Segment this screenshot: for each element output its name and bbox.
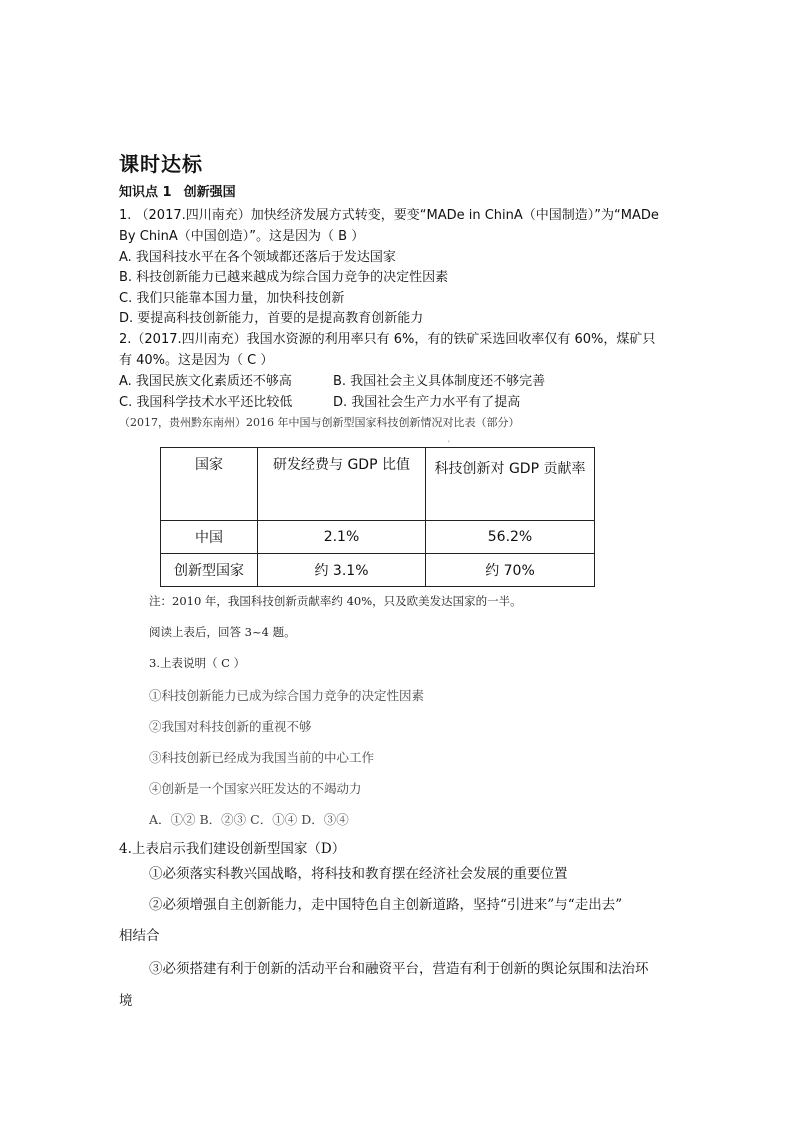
table-cell: 创新型国家 [161, 554, 258, 587]
q3-item: ②我国对科技创新的重视不够 [149, 719, 312, 734]
q1-option-d: D. 要提高科技创新能力，首要的是提高教育创新能力 [119, 311, 424, 326]
q2-option-d: D. 我国社会生产力水平有了提高 [333, 395, 521, 410]
q1-stem-line1: 1. （2017.四川南充）加快经济发展方式转变，要变“MADe in ChinA（中国制造）”为“MADe [119, 208, 659, 223]
q3-item: ①科技创新能力已成为综合国力竞争的决定性因素 [149, 688, 425, 703]
table-source-caption: （2017，贵州黔东南州）2016 年中国与创新型国家科技创新情况对比表（部分） [119, 416, 520, 429]
table-cell: 中国 [161, 521, 258, 554]
q4-item: ②必须增强自主创新能力，走中国特色自主创新道路，坚持“引进来”与“走出去” [149, 897, 623, 913]
q2-stem-line1: 2.（2017.四川南充）我国水资源的利用率只有 6%，有的铁矿采选回收率仅有 60%，煤矿只 [119, 332, 656, 347]
stray-mark: ' [448, 440, 450, 447]
q1-option-b: B. 科技创新能力已越来越成为综合国力竞争的决定性因素 [119, 270, 449, 285]
table-header-cell: 科技创新对 GDP 贡献率 [426, 448, 595, 521]
knowledge-point-topic: 创新强国 [183, 185, 236, 200]
page-title: 课时达标 [119, 152, 203, 176]
q4-item-continuation: 境 [119, 993, 133, 1009]
q2-option-b: B. 我国社会主义具体制度还不够完善 [333, 374, 546, 389]
reading-instruction: 阅读上表后，回答 3~4 题。 [149, 625, 296, 639]
table-header-cell: 研发经费与 GDP 比值 [258, 448, 426, 521]
knowledge-point-heading [119, 181, 236, 200]
table-cell: 约 70% [426, 554, 595, 587]
table-header-cell: 国家 [161, 448, 258, 521]
q3-item: ③科技创新已经成为我国当前的中心工作 [149, 750, 375, 765]
table-header-row [161, 448, 595, 521]
table-note: 注：2010 年，我国科技创新贡献率约 40%，只及欧美发达国家的一半。 [149, 594, 522, 608]
q2-option-c: C. 我国科学技术水平还比较低 [119, 395, 293, 410]
q3-choices: A．①② B．②③ C．①④ D．③④ [149, 812, 349, 827]
q4-stem: 4.上表启示我们建设创新型国家（D） [119, 841, 346, 857]
table-cell: 2.1% [258, 521, 426, 554]
table-row [161, 521, 595, 554]
q2-option-a: A. 我国民族文化素质还不够高 [119, 374, 292, 389]
q2-stem-line2: 有 40%。这是因为（ C ） [119, 353, 274, 368]
q4-item: ①必须落实科教兴国战略，将科技和教育摆在经济社会发展的重要位置 [149, 866, 568, 882]
table-row [161, 554, 595, 587]
q4-item-continuation: 相结合 [119, 928, 160, 944]
table-cell: 56.2% [426, 521, 595, 554]
table-cell: 约 3.1% [258, 554, 426, 587]
q1-stem-line2: By ChinA（中国创造）”。这是因为（ B ） [119, 229, 365, 244]
q1-option-a: A. 我国科技水平在各个领域都还落后于发达国家 [119, 250, 396, 265]
q1-option-c: C. 我们只能靠本国力量，加快科技创新 [119, 291, 345, 306]
comparison-table [160, 447, 595, 587]
q3-item: ④创新是一个国家兴旺发达的不竭动力 [149, 781, 362, 796]
q3-stem: 3.上表说明（ C ） [149, 656, 246, 670]
q4-item: ③必须搭建有利于创新的活动平台和融资平台，营造有利于创新的舆论氛围和法治环 [149, 961, 649, 977]
knowledge-point-label: 知识点 1 [119, 185, 172, 200]
